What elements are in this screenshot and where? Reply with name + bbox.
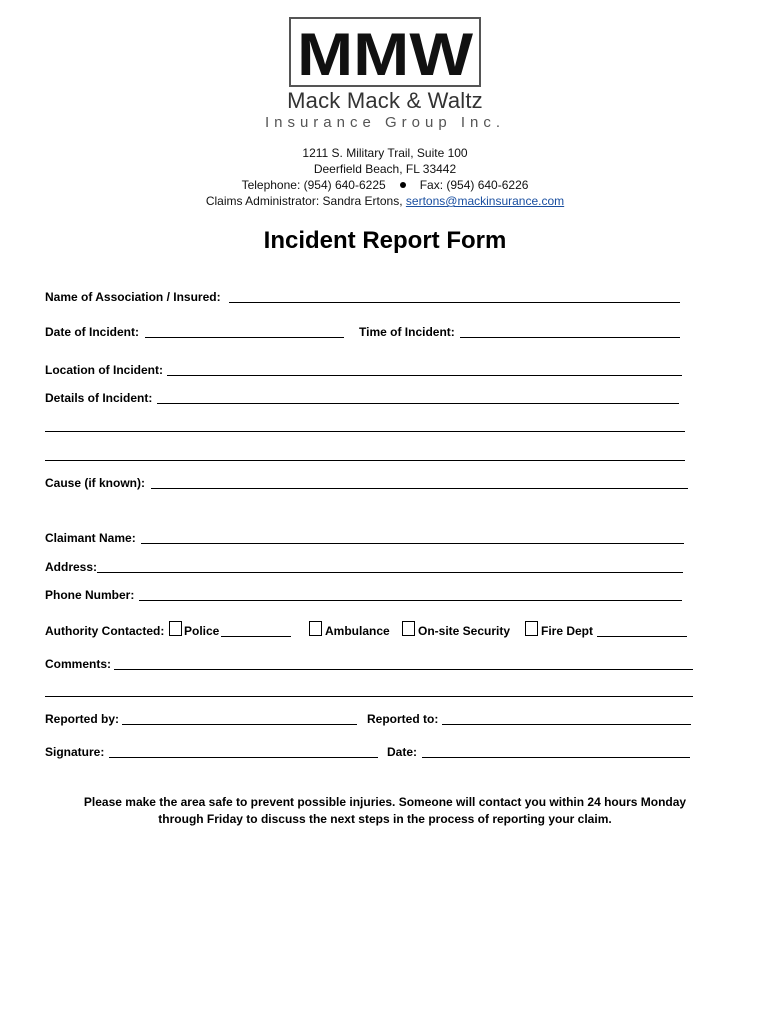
location-of-incident-field[interactable]	[167, 375, 682, 376]
comments-label: Comments:	[45, 657, 112, 671]
logo-mark-text: MMW	[297, 21, 474, 85]
address-label: Address:	[45, 560, 98, 574]
ambulance-checkbox[interactable]	[309, 621, 322, 636]
claims-administrator: Claims Administrator: Sandra Ertons,	[205, 194, 403, 208]
address-line-2: Deerfield Beach, FL 33442	[313, 162, 457, 176]
comments-field-line-2[interactable]	[45, 696, 693, 697]
phone-number-field[interactable]	[139, 600, 682, 601]
time-of-incident-label: Time of Incident:	[359, 325, 455, 339]
reported-to-field[interactable]	[442, 724, 691, 725]
bullet-icon	[400, 182, 406, 188]
fire-dept-label: Fire Dept	[541, 624, 594, 638]
reported-by-field[interactable]	[122, 724, 357, 725]
address-field[interactable]	[97, 572, 683, 573]
claims-administrator-line	[0, 193, 770, 209]
claimant-name-label: Claimant Name:	[45, 531, 136, 545]
onsite-security-label: On-site Security	[418, 624, 511, 638]
company-logo	[289, 17, 481, 87]
mmw-logo-mark	[291, 19, 479, 85]
location-of-incident-label: Location of Incident:	[45, 363, 163, 377]
police-checkbox[interactable]	[169, 621, 182, 636]
time-of-incident-field[interactable]	[460, 337, 680, 338]
reported-to-label: Reported to:	[367, 712, 439, 726]
signature-label: Signature:	[45, 745, 105, 759]
form-title: Incident Report Form	[263, 227, 507, 254]
company-name: Mack Mack & Waltz	[287, 88, 483, 113]
signature-field[interactable]	[109, 757, 378, 758]
authority-contacted-label: Authority Contacted:	[45, 624, 165, 638]
safety-notice-line-1: Please make the area safe to prevent possible injuries. Someone will contact you within 24 hours Monday	[83, 795, 687, 809]
fax: Fax: (954) 640-6226	[419, 178, 529, 192]
police-field[interactable]	[221, 636, 291, 637]
company-subtitle: Insurance Group Inc.	[264, 114, 506, 131]
safety-notice-line-2: through Friday to discuss the next steps in the process of reporting your claim.	[158, 812, 612, 826]
address-line-1: 1211 S. Military Trail, Suite 100	[302, 146, 468, 160]
cause-field[interactable]	[151, 488, 688, 489]
date-of-incident-field[interactable]	[145, 337, 344, 338]
date-label: Date:	[387, 745, 418, 759]
details-of-incident-field[interactable]	[157, 403, 679, 404]
name-of-association-label: Name of Association / Insured:	[45, 290, 221, 304]
claimant-name-field[interactable]	[141, 543, 684, 544]
fire-dept-field[interactable]	[597, 636, 687, 637]
details-of-incident-label: Details of Incident:	[45, 391, 153, 405]
telephone: Telephone: (954) 640-6225	[241, 178, 386, 192]
name-of-association-field[interactable]	[229, 302, 680, 303]
details-of-incident-field-line-2[interactable]	[45, 431, 685, 432]
reported-by-label: Reported by:	[45, 712, 120, 726]
safety-notice	[40, 794, 730, 828]
date-field[interactable]	[422, 757, 690, 758]
details-of-incident-field-line-3[interactable]	[45, 460, 685, 461]
onsite-security-checkbox[interactable]	[402, 621, 415, 636]
comments-field[interactable]	[114, 669, 693, 670]
police-label: Police	[184, 624, 220, 638]
phone-fax-line	[0, 177, 770, 193]
claims-email-link[interactable]: sertons@mackinsurance.com	[405, 194, 565, 208]
phone-number-label: Phone Number:	[45, 588, 135, 602]
ambulance-label: Ambulance	[325, 624, 390, 638]
fire-dept-checkbox[interactable]	[525, 621, 538, 636]
cause-label: Cause (if known):	[45, 476, 146, 490]
date-of-incident-label: Date of Incident:	[45, 325, 140, 339]
